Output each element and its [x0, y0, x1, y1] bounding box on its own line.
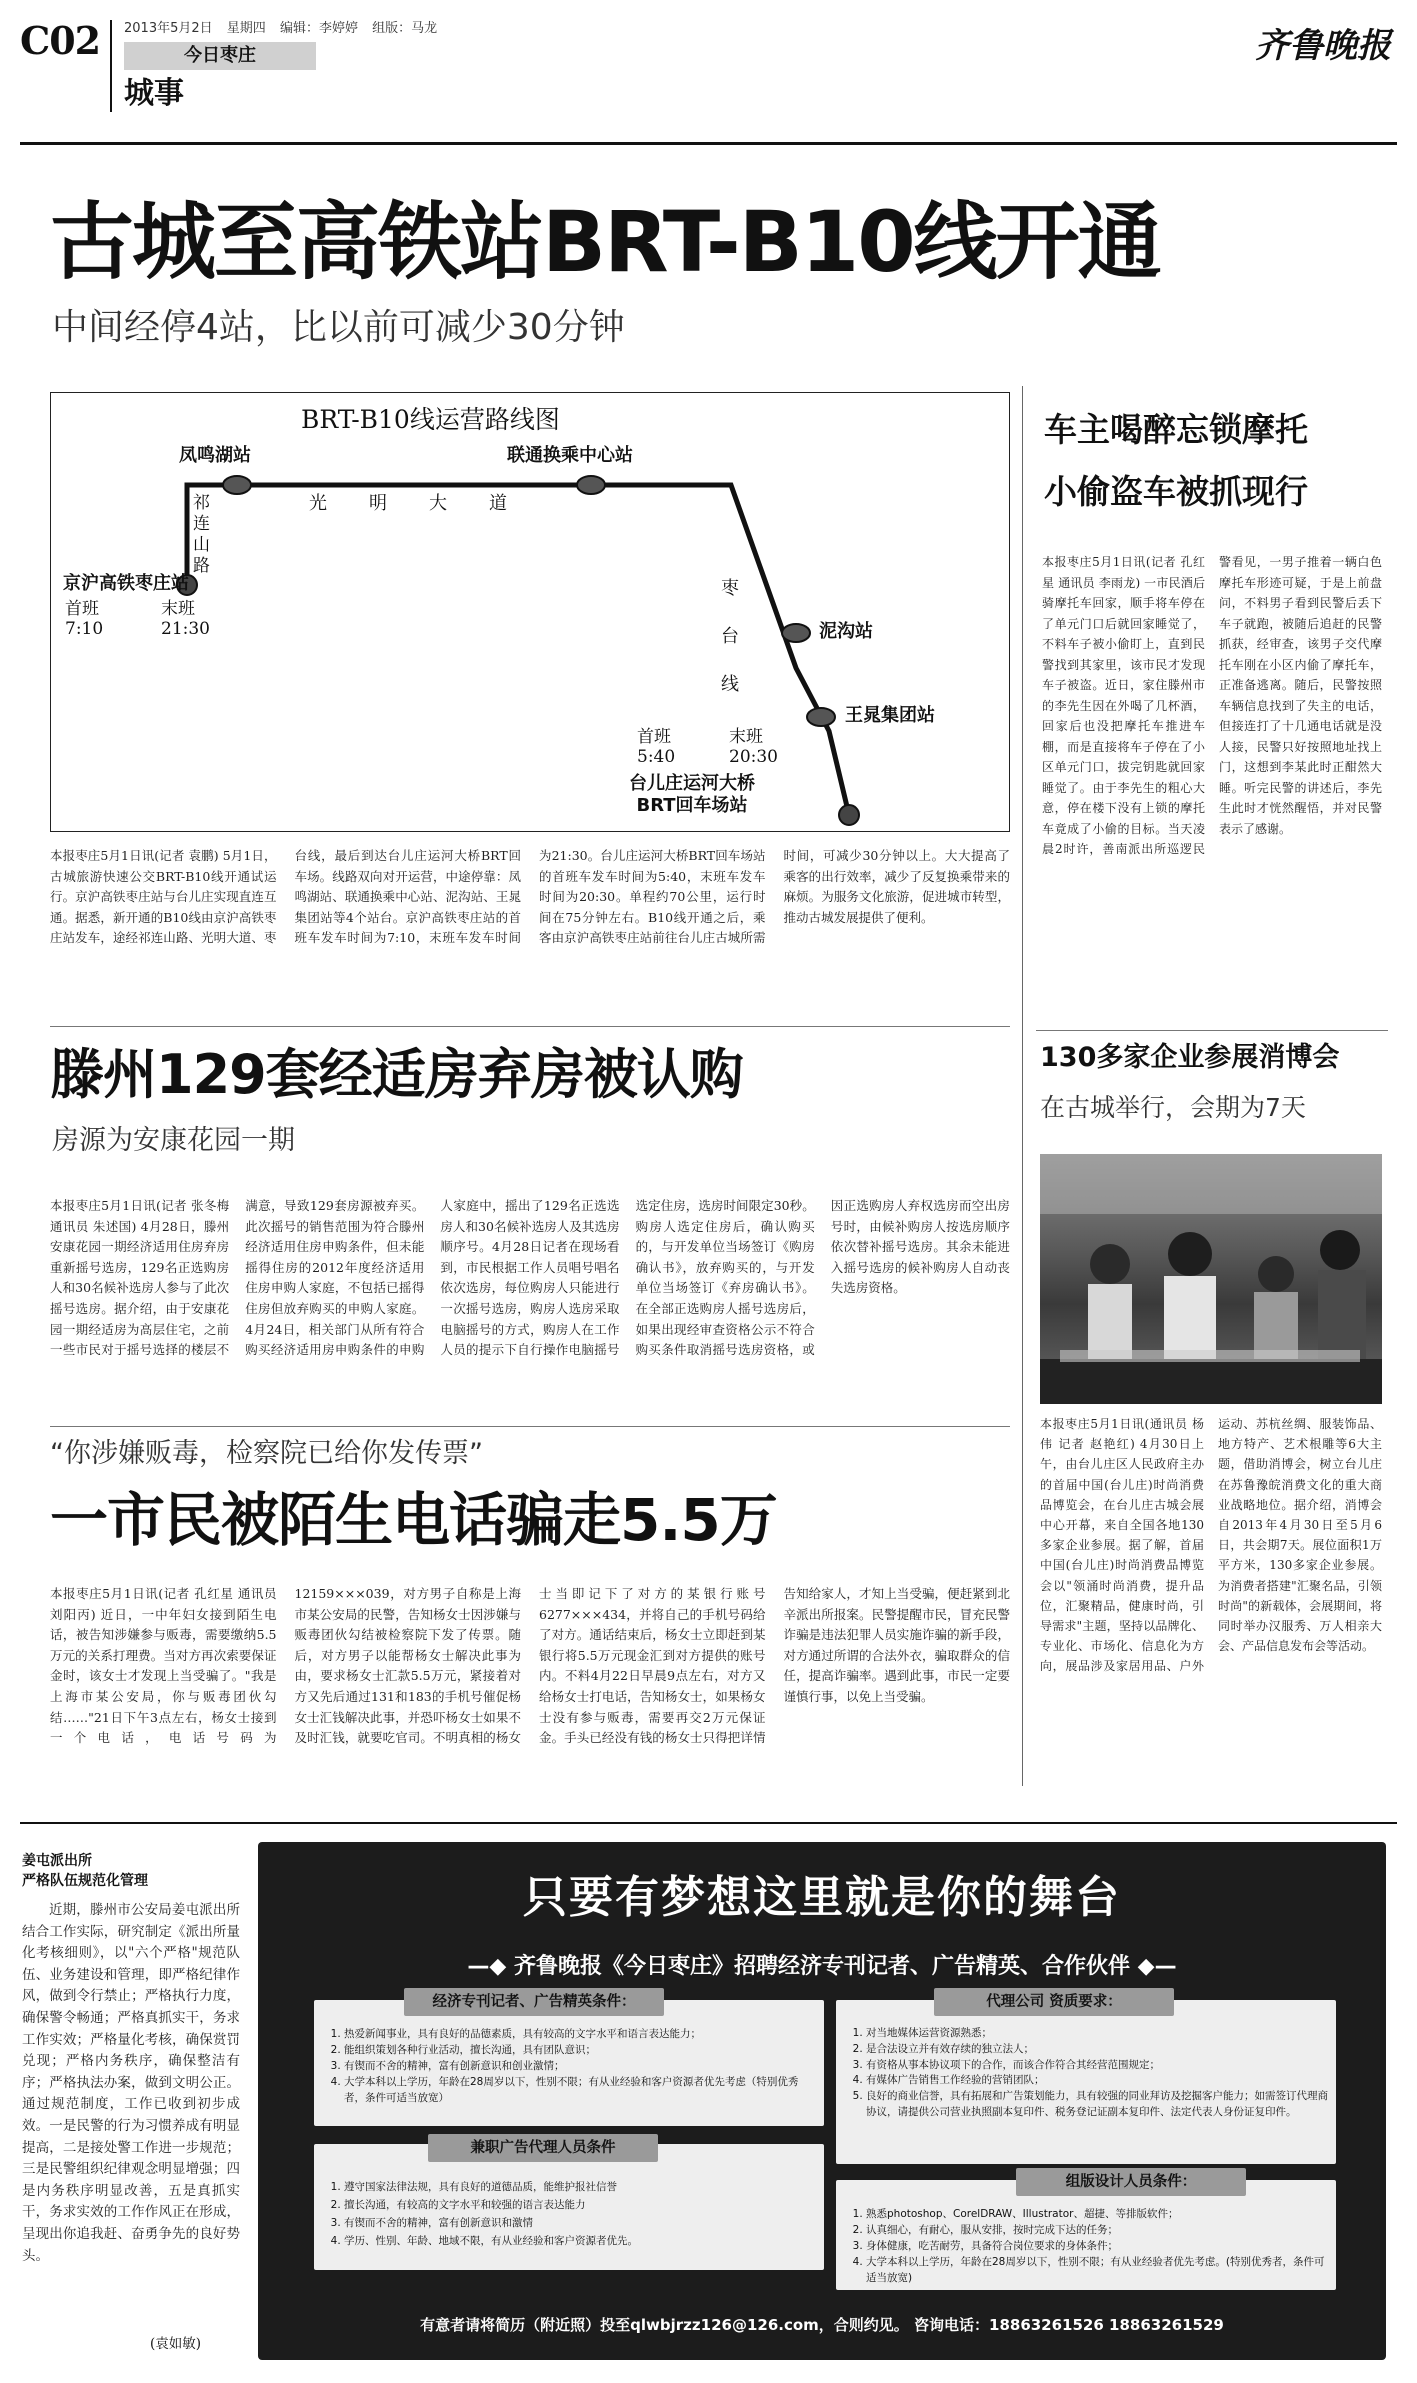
west-schedule [65, 599, 210, 639]
masthead-divider [110, 20, 112, 112]
terminal-west-label: 京沪高铁枣庄站 [63, 573, 189, 594]
ad-box-4-title: 组版设计人员条件： [1016, 2168, 1246, 2196]
ad-box-4-item: 4. 大学本科以上学历，年龄在28周岁以下，性别不限；有从业经验者优先考虑。(特别优秀者，条件可适当放宽) [866, 2254, 1328, 2286]
stop-liantong-marker [577, 476, 605, 494]
lead-subhead: 中间经停4站，比以前可减少30分钟 [52, 307, 625, 348]
west-first-label: 首班 [65, 599, 99, 619]
stop-fengming-marker [223, 476, 251, 494]
housing-body: 本报枣庄5月1日讯(记者 张冬梅 通讯员 朱述国) 4月28日，滕州安康花园一期经济适用住房弃房重新摇号选房，129名正选购房人和30名候补选房人参与了此次摇号选房。据介绍，由于安康花园一期经适房为高层住宅，之前一些市民对于摇号选择的楼层不满意，导致129套房源被弃买。此次摇号的销售范围为符合滕州经济适用住房申购条件，但未能摇得住房的2012年度经济适用住房申购人家庭，不包括已摇得住房但放弃购买的申购人家庭。4月24日，相关部门从所有符合购买经济适用房申购条件的申购人家庭中，摇出了129名正选选房人和30名候补选房人及其选房顺序号。4月28日记者在现场看到，市民根据工作人员唱号唱名依次选房，每位购房人只能进行一次摇号选房，购房人选房采取电脑摇号的方式，购房人在工作人员的提示下自行操作电脑摇号选定住房，选房时间限定30秒。购房人选定住房后，确认购买的，与开发单位当场签订《购房确认书》，放弃购买的，与开发单位当场签订《弃房确认书》。在全部正选购房人摇号选房后，如果出现经审查资格公示不符合购买条件取消摇号选房资格，或因正选购房人弃权选房而空出房号时，由候补购房人按选房顺序依次替补摇号选房。其余未能进入摇号选房的候补购房人自动丧失选房资格。 [50, 1198, 1010, 1358]
ad-box-1-item: 1. 热爱新闻事业，具有良好的品德素质，具有较高的文字水平和语言表达能力； [344, 2026, 816, 2042]
lower-rule [20, 1822, 1397, 1824]
stop-wangchao-marker [807, 708, 835, 726]
police-title-1: 姜屯派出所 [22, 1853, 92, 1869]
ad-sub: 齐鲁晚报《今日枣庄》招聘经济专刊记者、广告精英、合作伙伴 [513, 1954, 1130, 1979]
ad-contact: 有意者请将简历（附近照）投至qlwbjrzz126@126.com，合则约见。 咨询电话：18863261526 18863261529 [420, 2316, 1224, 2334]
ad-box-3-item: 1. 对当地媒体运营资源熟悉； [866, 2026, 1328, 2042]
housing-rule [50, 1426, 1010, 1427]
ad-box-3-item: 2. 是合法设立并有效存续的独立法人； [866, 2042, 1328, 2058]
housing-subhead: 房源为安康花园一期 [52, 1125, 295, 1156]
ad-box-1-list [324, 2026, 816, 2106]
stop-nigou-label: 泥沟站 [819, 621, 873, 642]
ad-box-2-item: 1. 遵守国家法律法规，具有良好的道德品质，能维护报社信誉 [344, 2178, 816, 2196]
stop-wangchao-label: 王晁集团站 [845, 705, 935, 726]
ad-box-2-item: 3. 有锲而不舍的精神，富有创新意识和激情 [344, 2214, 816, 2232]
expo-body: 本报枣庄5月1日讯(通讯员 杨伟 记者 赵艳红) 4月30日上午，由台儿庄区人民政府主办的首届中国(台儿庄)时尚消费品博览会，在台儿庄古城会展中心开幕，来自全国各地130多家企业参展。据了解，首届中国(台儿庄)时尚消费品博览会以"领涌时尚消费，提升品位，汇聚精品，健康时尚，引导需求"主题，坚持以品牌化、专业化、市场化、信息化为方向，展品涉及家居用品、户外运动、苏杭丝绸、服装饰品、地方特产、艺术根雕等6大主题，借助消博会，树立台儿庄在苏鲁豫皖消费文化的重大商业战略地位。据介绍，消博会自2013年4月30日至5月6日，共会期7天。展位面积1万平方米，130多家企业参展。为消费者搭建"汇聚名品，引领时尚"的新载体，会展期间，将同时举办汉服秀、万人相亲大会、产品信息发布会等活动。 [1040, 1417, 1382, 1674]
east-schedule [637, 727, 778, 767]
section-tag [124, 42, 316, 70]
vertical-divider [1022, 386, 1023, 1786]
brand-logo: 齐鲁晚报 [1255, 26, 1391, 66]
east-first-time: 5:40 [637, 747, 676, 767]
terminal-east-marker [839, 805, 859, 825]
ad-box-3-item: 3. 有资格从事本协议项下的合作，而该合作符合其经营范围规定； [866, 2058, 1328, 2074]
lead-headline: 古城至高铁站BRT-B10线开通 [50, 193, 1160, 291]
road-qilian-label: 祁连山路 [193, 493, 210, 576]
terminal-east-label [629, 773, 755, 817]
expo-photo-svg [1040, 1154, 1382, 1404]
road-guangming-label: 光明大道 [309, 493, 549, 514]
ad-box-1-item: 4. 大学本科以上学历，年龄在28周岁以下，性别不限；有从业经验和客户资源者优先考虑（特别优秀者，条件可适当放宽） [344, 2074, 816, 2106]
fraud-headline: 一市民被陌生电话骗走5.5万 [50, 1486, 777, 1554]
lead-bottom-rule [50, 1026, 1010, 1027]
date: 2013年5月2日 [124, 21, 213, 36]
stop-fengming-label: 凤鸣湖站 [179, 445, 251, 466]
recruitment-ad [258, 1842, 1386, 2360]
side-headline-2: 小偷盗车被抓现行 [1044, 472, 1308, 511]
editor: 编辑：李婷婷 [279, 21, 358, 36]
ad-box-4-item: 3. 身体健康，吃苦耐劳，具备符合岗位要求的身体条件； [866, 2238, 1328, 2254]
ad-box-3-title: 代理公司 资质要求： [934, 1988, 1174, 2016]
lead-body: 本报枣庄5月1日讯(记者 袁鹏) 5月1日，古城旅游快速公交BRT-B10线开通试运行。京沪高铁枣庄站与台儿庄实现直连互通。据悉，新开通的B10线由京沪高铁枣庄站发车，途经祁连山路、光明大道、枣台线，最后到达台儿庄运河大桥BRT回车场。线路双向对开运营，中途停靠：凤鸣湖站、联通换乘中心站、泥沟站、王晁集团站等4个站台。京沪高铁枣庄站的首班车发车时间为7:10，末班车发车时间为21:30。台儿庄运河大桥BRT回车场站的首班车发车时间为5:40，末班车发车时间为20:30。单程约70公里，运行时间在75分钟左右。B10线开通之后，乘客由京沪高铁枣庄站前往台儿庄古城所需时间，可减少30分钟以上。大大提高了乘客的出行效率，减少了反复换乘带来的麻烦。为服务文化旅游，促进城市转型，推动古城发展提供了便利。 [50, 848, 1010, 946]
fraud-kicker: “你涉嫌贩毒，检察院已给你发传票” [50, 1438, 483, 1469]
ad-box-2-item: 4. 学历、性别、年龄、地域不限，有从业经验和客户资源者优先。 [344, 2232, 816, 2250]
ad-box-1-title: 经济专刊记者、广告精英条件： [404, 1988, 664, 2016]
route-map [50, 392, 1010, 832]
ad-sub-ornament-right: ◆— [1137, 1954, 1177, 1979]
ad-box-2-title: 兼职广告代理人员条件 [428, 2134, 658, 2162]
ad-box-4-list [846, 2206, 1328, 2286]
housing-headline: 滕州129套经适房弃房被认购 [50, 1043, 743, 1106]
side-headline-1: 车主喝醉忘锁摩托 [1044, 410, 1308, 449]
ad-box-1 [314, 2000, 824, 2126]
fraud-body: 本报枣庄5月1日讯(记者 孔红星 通讯员 刘阳丙) 近日，一中年妇女接到陌生电话，被告知涉嫌参与贩毒，需要缴纳5.5万元的关系打理费。当对方再次索要保证金时，该女士才发现上当受骗了。"我是上海市某公安局，你与贩毒团伙勾结……"21日下午3点左右，杨女士接到一个电话，电话号码为12159×××039，对方男子自称是上海市某公安局的民警，告知杨女士因涉嫌与贩毒团伙勾结被检察院下发了传票。随后，对方男子以能帮杨女士解决此事为由，要求杨女士汇款5.5万元，紧接着对方又先后通过131和183的手机号催促杨女士汇钱解决此事，并恐吓杨女士如果不及时汇钱，就要吃官司。不明真相的杨女士当即记下了对方的某银行账号6277×××434，并将自己的手机号码给了对方。通话结束后，杨女士立即赶到某银行将5.5万元现金汇到对方提供的账号内。不料4月22日早晨9点左右，对方又给杨女士打电话，告知杨女士，如果杨女士没有参与贩毒，需要再交2万元保证金。手头已经没有钱的杨女士只得把详情告知给家人，才知上当受骗，便赶紧到北辛派出所报案。民警提醒市民，冒充民警诈骗是违法犯罪人员实施诈骗的新手段，对方通过所谓的合法外衣，骗取群众的信任，提高诈骗率。遇到此事，市民一定要谨慎行事，以免上当受骗。 [50, 1586, 1010, 1746]
east-last-label: 末班 [729, 727, 763, 747]
police-body: 近期，滕州市公安局姜屯派出所结合工作实际，研究制定《派出所量化考核细则》，以"六个严格"规范队伍、业务建设和管理，即严格纪律作风，做到令行禁止；严格执行力度，确保警令畅通；严格真抓实干，务求工作实效；严格量化考核，确保赏罚兑现；严格内务秩序，确保整洁有序；严格执法办案，做到文明公正。通过规范制度，工作已收到初步成效。一是民警的行为习惯养成有明显提高，二是接处警工作进一步规范；三是民警组织纪律观念明显增强；四是内务秩序明显改善，五是真抓实干，务求实效的工作作风正在形成，呈现出你追我赶、奋勇争先的良好势头。 [22, 1902, 240, 2264]
expo-photo [1040, 1154, 1382, 1404]
road-zaotai-label: 枣台线 [721, 578, 739, 695]
map-title: BRT-B10线运营路线图 [301, 405, 560, 434]
masthead-rule [20, 142, 1397, 145]
east-last-time: 20:30 [729, 747, 778, 767]
masthead-date [124, 20, 437, 38]
layout-editor: 组版：马龙 [372, 21, 438, 36]
ad-box-4-item: 1. 熟悉photoshop、CorelDRAW、Illustrator、超捷、等排版软件； [866, 2206, 1328, 2222]
ad-sub-ornament-left: —◆ [467, 1954, 507, 1979]
ad-box-4 [836, 2180, 1336, 2290]
page-number: C02 [20, 18, 101, 63]
terminal-east-line1: 台儿庄运河大桥 [629, 773, 755, 794]
ad-box-2-item: 2. 擅长沟通，有较高的文字水平和较强的语言表达能力 [344, 2196, 816, 2214]
ad-box-3-list [846, 2026, 1328, 2121]
ad-box-1-item: 3. 有锲而不舍的精神，富有创新意识和创业激情； [344, 2058, 816, 2074]
west-last-label: 末班 [161, 599, 195, 619]
expo-subhead: 在古城举行，会期为7天 [1040, 1093, 1306, 1122]
weekday: 星期四 [226, 21, 266, 36]
ad-box-1-item: 2. 能组织策划各种行业活动，擅长沟通，具有团队意识； [344, 2042, 816, 2058]
ad-box-3-item: 4. 有媒体广告销售工作经验的营销团队； [866, 2073, 1328, 2089]
expo-headline: 130多家企业参展消博会 [1040, 1042, 1340, 1073]
stop-nigou-marker [782, 624, 810, 642]
ad-box-2-list [324, 2178, 816, 2250]
side-rule [1036, 1030, 1388, 1031]
ad-box-4-item: 2. 认真细心，有耐心，服从安排，按时完成下达的任务； [866, 2222, 1328, 2238]
terminal-east-line2: BRT回车场站 [636, 795, 748, 816]
ad-headline: 只要有梦想这里就是你的舞台 [523, 1872, 1121, 1923]
stop-liantong-label: 联通换乘中心站 [507, 445, 633, 466]
west-last-time: 21:30 [161, 619, 210, 639]
west-first-time: 7:10 [65, 619, 104, 639]
side-body: 本报枣庄5月1日讯(记者 孔红星 通讯员 李雨龙) 一市民酒后骑摩托车回家，顺手将车停在了单元门口后就回家睡觉了，不料车子被小偷盯上，直到民警找到其家里，该市民才发现车子被盗。近日，家住滕州市的李先生因在外喝了几杯酒，回家后也没把摩托车推进车棚，而是直接将车子停在了小区单元门口，拔完钥匙就回家睡觉了。由于李先生的粗心大意，停在楼下没有上锁的摩托车竟成了小偷的目标。当天凌晨2时许，善南派出所巡逻民警看见，一男子推着一辆白色摩托车形迹可疑，于是上前盘问，不料男子看到民警后丢下车子就跑，被随后追赶的民警抓获，经审查，该男子交代摩托车刚在小区内偷了摩托车，正准备逃离。随后，民警按照车辆信息找到了失主的电话，但接连打了十几通电话就是没人接，民警只好按照地址找上门，这想到李某此时正酣然大睡。听完民警的讲述后，李先生此时才恍然醒悟，并对民警表示了感谢。 [1042, 555, 1382, 856]
ad-subline [258, 1952, 1386, 1982]
police-title-2: 严格队伍规范化管理 [22, 1873, 148, 1889]
ad-box-2 [314, 2144, 824, 2270]
section-tag-label: 今日枣庄 [184, 45, 256, 66]
police-byline: (袁如敏) [150, 2336, 202, 2352]
ad-box-3 [836, 2000, 1336, 2164]
east-first-label: 首班 [637, 727, 671, 747]
ad-box-3-item: 5. 良好的商业信誉，具有拓展和广告策划能力，具有较强的同业拜访及挖掘客户能力；如需签订代理商协议，请提供公司营业执照副本复印件、税务登记证副本复印件、法定代表人身份证复印件。 [866, 2089, 1328, 2121]
section-title: 城事 [124, 76, 184, 111]
